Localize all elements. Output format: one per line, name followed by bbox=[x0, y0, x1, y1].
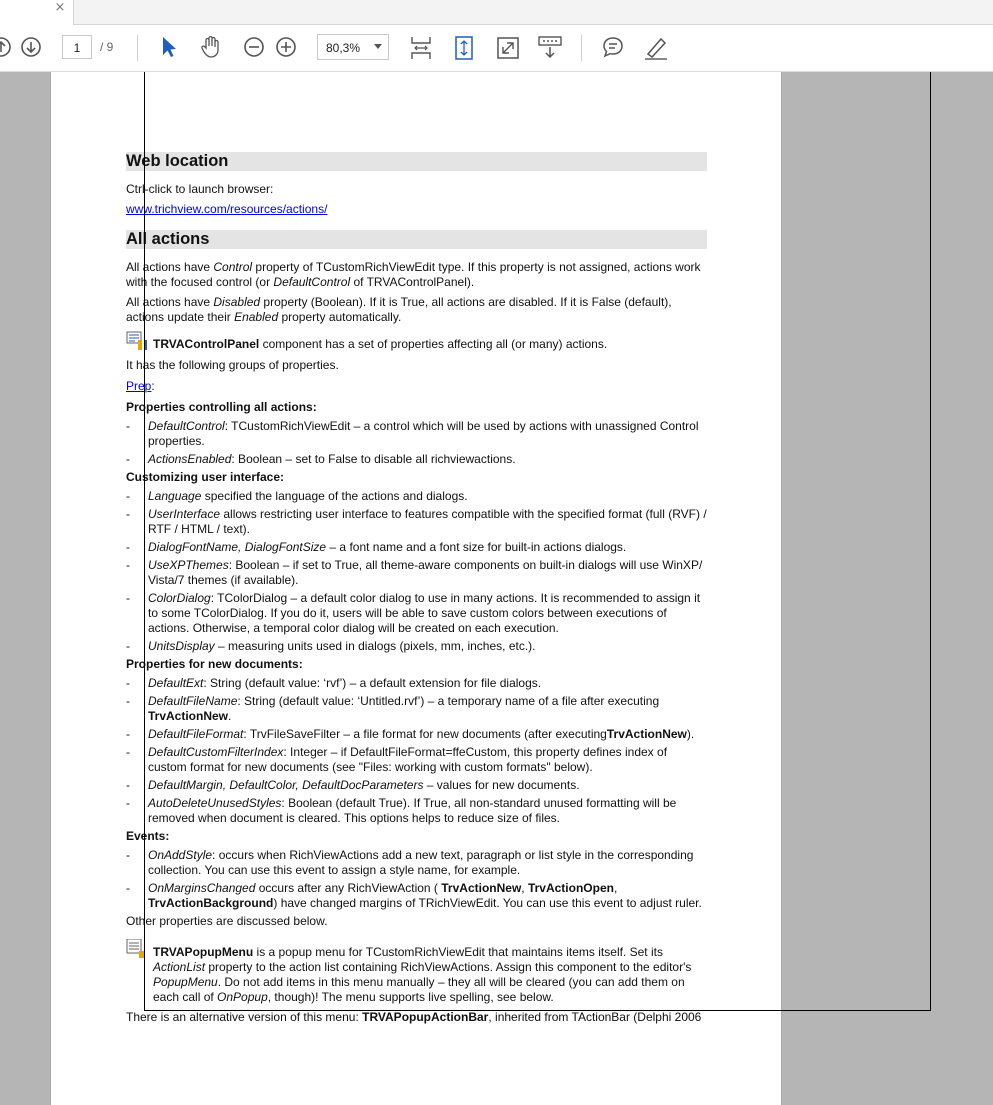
list-item: - DefaultCustomFilterIndex: Integer – if DefaultFileFormat=ffeCustom, this property defines index of custom format for new documents (see "Files: working with custom formats" below). bbox=[126, 745, 668, 774]
list-item: - DefaultControl: TCustomRichViewEdit – a control which will be used by actions with unassigned Control properties. bbox=[126, 419, 699, 448]
list-item: - OnAddStyle: occurs when RichViewActions add a new text, paragraph or list style in the corresponding collection. You can use this event to assign a style name, for example. bbox=[126, 848, 694, 877]
zoom-value: 80,3% bbox=[326, 41, 361, 55]
page-content bbox=[126, 152, 707, 1030]
prep-line: Prep: bbox=[126, 379, 155, 393]
list-item: - DefaultFileFormat: TrvFileSaveFilter – a file format for new documents (after executingTrvActionNew). bbox=[126, 727, 695, 741]
control-panel-paragraph: TRVAControlPanel component has a set of properties affecting all (or many) actions. bbox=[126, 337, 707, 352]
fit-page-icon[interactable] bbox=[453, 35, 475, 61]
close-icon[interactable]: × bbox=[54, 0, 66, 15]
hand-tool-icon[interactable] bbox=[199, 35, 223, 59]
groups-intro: It has the following groups of properties. bbox=[126, 358, 339, 372]
next-page-icon[interactable] bbox=[20, 35, 42, 59]
chevron-down-icon bbox=[374, 44, 382, 49]
section-title: Customizing user interface: bbox=[126, 470, 285, 484]
toolbar-separator bbox=[581, 35, 582, 61]
list-item: - DefaultFileName: String (default value: ‘Untitled.rvf’) – a temporary name of a file after executing TrvActionNew. bbox=[126, 694, 660, 723]
tab-strip bbox=[0, 0, 993, 25]
paragraph-disabled: All actions have Disabled property (Boolean). If it is True, all actions are disabled. If it is False (default), actions update their Enabled property automatically. bbox=[126, 295, 672, 324]
section-title: Properties for new documents: bbox=[126, 657, 303, 671]
prep-link[interactable]: Prep bbox=[126, 379, 152, 393]
heading-web-location: Web location bbox=[126, 152, 707, 171]
zoom-in-icon[interactable] bbox=[275, 35, 297, 59]
list-item: - UnitsDisplay – measuring units used in dialogs (pixels, mm, inches, etc.). bbox=[126, 639, 536, 653]
page-total: / 9 bbox=[100, 40, 114, 54]
list-item: - Language specified the language of the actions and dialogs. bbox=[126, 489, 468, 503]
heading-all-actions: All actions bbox=[126, 230, 707, 249]
document-viewer[interactable] bbox=[0, 72, 993, 1105]
list-item: - OnMarginsChanged occurs after any RichViewAction ( TrvActionNew, TrvActionOpen, TrvActionBackground) have changed margins of TRichViewEdit. You can use this event to adjust ruler. bbox=[126, 881, 702, 910]
zoom-select[interactable] bbox=[317, 34, 389, 60]
paragraph-control: All actions have Control property of TCustomRichViewEdit type. If this property is not assigned, actions work with the focused control (or DefaultControl of TRVAControlPanel). bbox=[126, 260, 701, 289]
list-item: - DefaultExt: String (default value: ‘rvf’) – a default extension for file dialogs. bbox=[126, 676, 542, 690]
sign-pen-icon[interactable] bbox=[643, 35, 669, 61]
full-screen-icon[interactable] bbox=[496, 35, 520, 61]
section-title: Properties controlling all actions: bbox=[126, 400, 317, 414]
popup-menu-icon bbox=[126, 939, 150, 959]
list-item: - DefaultMargin, DefaultColor, DefaultDocParameters – values for new documents. bbox=[126, 778, 580, 792]
pdf-toolbar bbox=[0, 25, 993, 72]
pdf-page bbox=[50, 72, 782, 1105]
component-icon bbox=[126, 331, 150, 351]
document-tab[interactable] bbox=[0, 0, 74, 25]
list-item: - ColorDialog: TColorDialog – a default color dialog to use in many actions. It is recommended to assign it to some TColorDialog. If you do it, users will be able to save custom colors between executions of actions. Otherwise, a temporal color dialog will be created on each execution. bbox=[126, 591, 701, 635]
popup-menu-paragraph: TRVAPopupMenu is a popup menu for TCustomRichViewEdit that maintains items itself. Set its ActionList property to the action list containing RichViewActions. Assign this component to the editor's PopupMenu. Do not add items in this menu manually – they all will be cleared (you can add them on each call of OnPopup, though)! The menu supports live spelling, see below. bbox=[126, 945, 707, 1005]
other-properties: Other properties are discussed below. bbox=[126, 914, 328, 928]
web-link[interactable]: www.trichview.com/resources/actions/ bbox=[126, 202, 328, 216]
alternative-paragraph: There is an alternative version of this menu: TRVAPopupActionBar, inherited from TActionBar (Delphi 2006 bbox=[126, 1010, 702, 1024]
presentation-icon[interactable] bbox=[537, 35, 563, 61]
list-item: - DialogFontName, DialogFontSize – a font name and a font size for built-in actions dialogs. bbox=[126, 540, 627, 554]
select-tool-icon[interactable] bbox=[158, 35, 180, 59]
list-item: - ActionsEnabled: Boolean – set to False to disable all richviewactions. bbox=[126, 452, 516, 466]
list-item: - UseXPThemes: Boolean – if set to True, all theme-aware components on built-in dialogs will use WinXP/ Vista/7 themes (if available). bbox=[126, 558, 703, 587]
list-item: - AutoDeleteUnusedStyles: Boolean (default True). If True, all non-standard unused formatting will be removed when document is cleared. This options helps to reduce size of files. bbox=[126, 796, 677, 825]
section-title: Events: bbox=[126, 829, 170, 843]
toolbar-separator bbox=[137, 35, 138, 61]
previous-page-icon[interactable] bbox=[0, 35, 14, 59]
comment-icon[interactable] bbox=[601, 35, 625, 59]
page-number-input[interactable]: 1 bbox=[62, 35, 92, 59]
web-intro: Ctrl-click to launch browser: bbox=[126, 182, 274, 196]
zoom-out-icon[interactable] bbox=[243, 35, 265, 59]
fit-width-icon[interactable] bbox=[409, 35, 433, 61]
list-item: - UserInterface allows restricting user interface to features compatible with the specified format (full (RVF) / RTF / HTML / text). bbox=[126, 507, 707, 536]
